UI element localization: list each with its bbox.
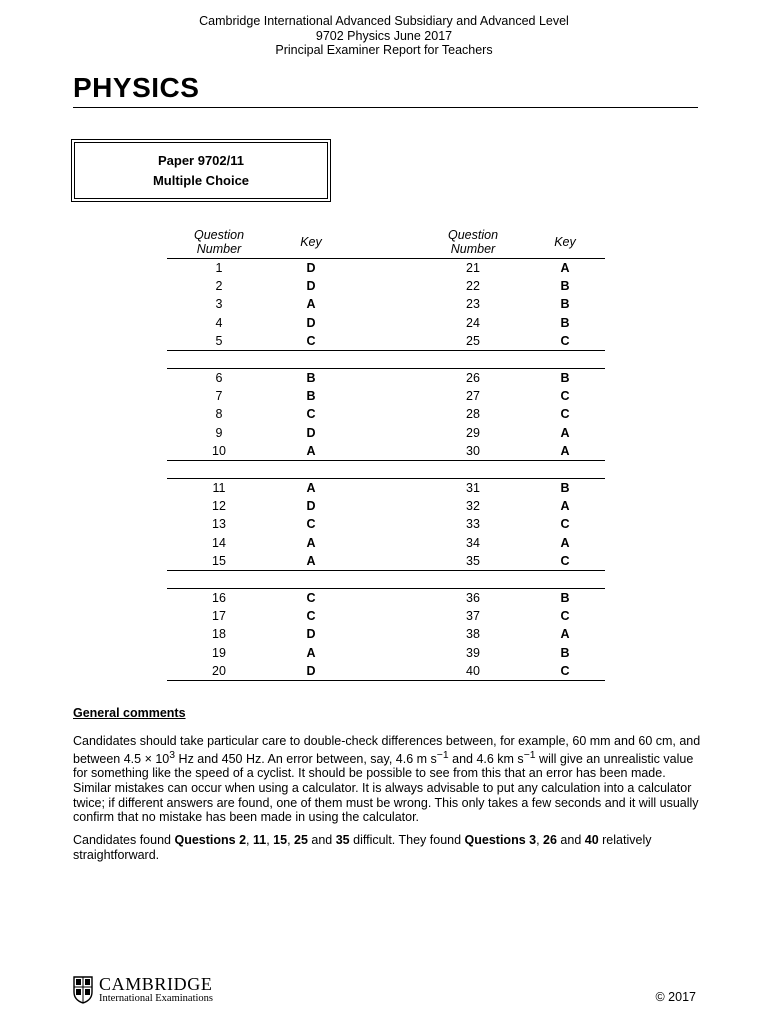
gap-cell xyxy=(351,552,421,571)
key-cell: A xyxy=(560,627,570,642)
paper-info-inner xyxy=(74,142,328,199)
question-number-cell: 6 xyxy=(215,371,223,386)
gap-cell xyxy=(351,295,421,313)
key-cell: C xyxy=(306,407,316,422)
table-row xyxy=(167,625,605,643)
gap-cell xyxy=(351,369,421,388)
gap-cell xyxy=(351,277,421,295)
table-row xyxy=(167,607,605,625)
gap-cell xyxy=(351,314,421,332)
question-number-cell: 28 xyxy=(466,407,480,422)
cambridge-logo xyxy=(73,975,233,1007)
key-cell: A xyxy=(560,261,570,275)
key-cell: A xyxy=(306,535,316,550)
group-spacer xyxy=(167,461,605,479)
general-comments-paragraph-2: Candidates found Questions 2, 11, 15, 25 and 35 difficult. They found Questions 3, 26 and 40 relatively straightforward. xyxy=(73,833,652,862)
gap-cell xyxy=(351,662,421,681)
paper-code: Paper 9702/11 xyxy=(157,153,245,168)
key-cell: D xyxy=(306,499,316,514)
table-row xyxy=(167,479,605,498)
question-number-cell: 20 xyxy=(167,662,271,681)
key-cell: C xyxy=(560,389,570,404)
key-cell: D xyxy=(306,627,316,642)
key-cell: A xyxy=(560,425,570,440)
question-number-cell: 9 xyxy=(215,425,223,440)
key-cell: A xyxy=(271,442,351,461)
table-row xyxy=(167,387,605,405)
question-number-cell: 39 xyxy=(466,645,480,660)
gap-cell xyxy=(351,405,421,423)
header-key-right: Key xyxy=(525,226,605,259)
question-number-cell: 14 xyxy=(212,535,226,550)
logo-subtitle: International Examinations xyxy=(99,993,214,1004)
subject-divider xyxy=(73,107,698,108)
key-cell: C xyxy=(271,332,351,351)
answer-key-table xyxy=(167,226,605,681)
key-cell: C xyxy=(525,662,605,681)
paper-info-box xyxy=(71,139,331,202)
question-number-cell: 3 xyxy=(215,297,223,312)
key-cell: C xyxy=(306,517,316,532)
key-cell: A xyxy=(560,499,570,514)
table-row xyxy=(167,534,605,552)
gap-cell xyxy=(351,387,421,405)
report-header xyxy=(0,14,768,58)
question-number-cell: 1 xyxy=(215,261,223,275)
table-row xyxy=(167,314,605,332)
question-number-cell: 37 xyxy=(466,609,480,624)
key-cell: D xyxy=(306,425,316,440)
table-row xyxy=(167,442,605,461)
question-number-cell: 32 xyxy=(466,499,480,514)
key-cell: B xyxy=(306,389,316,404)
table-row xyxy=(167,424,605,442)
key-cell: A xyxy=(306,481,316,496)
gap-cell xyxy=(351,442,421,461)
key-cell: A xyxy=(560,535,570,550)
table-row xyxy=(167,295,605,313)
key-cell: B xyxy=(560,591,570,606)
question-number-cell: 35 xyxy=(421,552,525,571)
gap-cell xyxy=(351,589,421,608)
key-cell: A xyxy=(271,552,351,571)
question-number-cell: 36 xyxy=(466,591,480,606)
question-number-cell: 24 xyxy=(466,315,480,330)
key-cell: B xyxy=(560,297,570,312)
key-cell: A xyxy=(525,442,605,461)
gap-cell xyxy=(351,479,421,498)
key-cell: B xyxy=(306,371,316,386)
question-number-cell: 7 xyxy=(215,389,223,404)
key-cell: C xyxy=(525,552,605,571)
gap-cell xyxy=(351,424,421,442)
header-line-3: Principal Examiner Report for Teachers xyxy=(275,43,493,57)
header-question-number: Question Number xyxy=(167,226,271,259)
table-row xyxy=(167,644,605,662)
key-cell: C xyxy=(306,609,316,624)
table-row xyxy=(167,369,605,388)
question-number-cell: 34 xyxy=(466,535,480,550)
subject-title: PHYSICS xyxy=(73,72,200,103)
question-number-cell: 2 xyxy=(215,279,223,294)
key-cell: D xyxy=(306,261,316,275)
key-cell: C xyxy=(306,591,316,606)
question-number-cell: 21 xyxy=(466,261,480,275)
question-number-cell: 19 xyxy=(212,645,226,660)
gap-cell xyxy=(351,497,421,515)
question-number-cell: 12 xyxy=(212,499,226,514)
header-gap xyxy=(351,226,421,259)
key-cell: C xyxy=(560,407,570,422)
key-cell: A xyxy=(306,297,316,312)
question-number-cell: 11 xyxy=(212,481,226,496)
question-number-cell: 23 xyxy=(466,297,480,312)
table-row xyxy=(167,259,605,278)
question-number-cell: 33 xyxy=(466,517,480,532)
question-number-cell: 18 xyxy=(212,627,226,642)
cambridge-shield-icon xyxy=(73,976,93,1004)
question-number-cell: 10 xyxy=(167,442,271,461)
question-number-cell: 29 xyxy=(466,425,480,440)
header-line-1: Cambridge International Advanced Subsidiary and Advanced Level xyxy=(199,14,569,28)
question-number-cell: 26 xyxy=(466,371,480,386)
question-number-cell: 22 xyxy=(466,279,480,294)
gap-cell xyxy=(351,607,421,625)
key-cell: D xyxy=(306,279,316,294)
table-row xyxy=(167,662,605,681)
question-number-cell: 30 xyxy=(421,442,525,461)
question-number-cell: 31 xyxy=(466,481,480,496)
table-row xyxy=(167,405,605,423)
table-row xyxy=(167,515,605,533)
table-row xyxy=(167,497,605,515)
key-cell: B xyxy=(560,315,570,330)
paper-type: Multiple Choice xyxy=(152,173,250,188)
question-number-cell: 8 xyxy=(215,407,223,422)
table-row xyxy=(167,332,605,351)
key-cell: B xyxy=(560,371,570,386)
key-cell: D xyxy=(306,315,316,330)
key-cell: C xyxy=(560,517,570,532)
question-number-cell: 25 xyxy=(421,332,525,351)
gap-cell xyxy=(351,534,421,552)
gap-cell xyxy=(351,515,421,533)
key-cell: C xyxy=(560,609,570,624)
key-cell: C xyxy=(525,332,605,351)
general-comments-heading: General comments xyxy=(73,706,186,720)
question-number-cell: 17 xyxy=(212,609,226,624)
table-row xyxy=(167,589,605,608)
gap-cell xyxy=(351,259,421,278)
key-cell: B xyxy=(560,481,570,496)
gap-cell xyxy=(351,332,421,351)
question-number-cell: 13 xyxy=(212,517,226,532)
gap-cell xyxy=(351,644,421,662)
answer-key-body xyxy=(167,259,605,681)
question-number-cell: 15 xyxy=(167,552,271,571)
general-comments-paragraph-1: Candidates should take particular care to double-check differences between, for example, 60 mm and 60 cm, and between $4.5 \times 10^3$ Hz and 450 Hz. An error between, say, 4.6 m $s^{-1}$ and 4.6 km $s^{-1}$ will give an unrealistic value for something like the speed of a cyclist. It should be possible to see from this that an error has been made. Similar mistakes can occur when using a calculator. It is always advisable to put any calculation into a calculator twice; if different answers are found, one of them must be wrong. This only takes a few seconds and it will usually confirm that no mistake has been made in using the calculator. xyxy=(73,734,701,825)
copyright: © 2017 xyxy=(655,990,696,1004)
gap-cell xyxy=(351,625,421,643)
header-key: Key xyxy=(271,226,351,259)
question-number-cell: 38 xyxy=(466,627,480,642)
header-line-2: 9702 Physics June 2017 xyxy=(315,28,453,43)
key-cell: D xyxy=(271,662,351,681)
question-number-cell: 40 xyxy=(421,662,525,681)
header-question-number-right: Question Number xyxy=(421,226,525,259)
key-cell: A xyxy=(306,645,316,660)
key-cell: B xyxy=(560,645,570,660)
question-number-cell: 5 xyxy=(167,332,271,351)
table-row xyxy=(167,552,605,571)
question-number-cell: 27 xyxy=(466,389,480,404)
table-row xyxy=(167,277,605,295)
group-spacer xyxy=(167,351,605,369)
question-number-cell: 16 xyxy=(212,591,226,606)
question-number-cell: 4 xyxy=(215,315,223,330)
group-spacer xyxy=(167,571,605,589)
key-cell: B xyxy=(560,279,570,294)
table-header-row xyxy=(167,226,605,259)
logo-name: CAMBRIDGE xyxy=(99,974,213,994)
